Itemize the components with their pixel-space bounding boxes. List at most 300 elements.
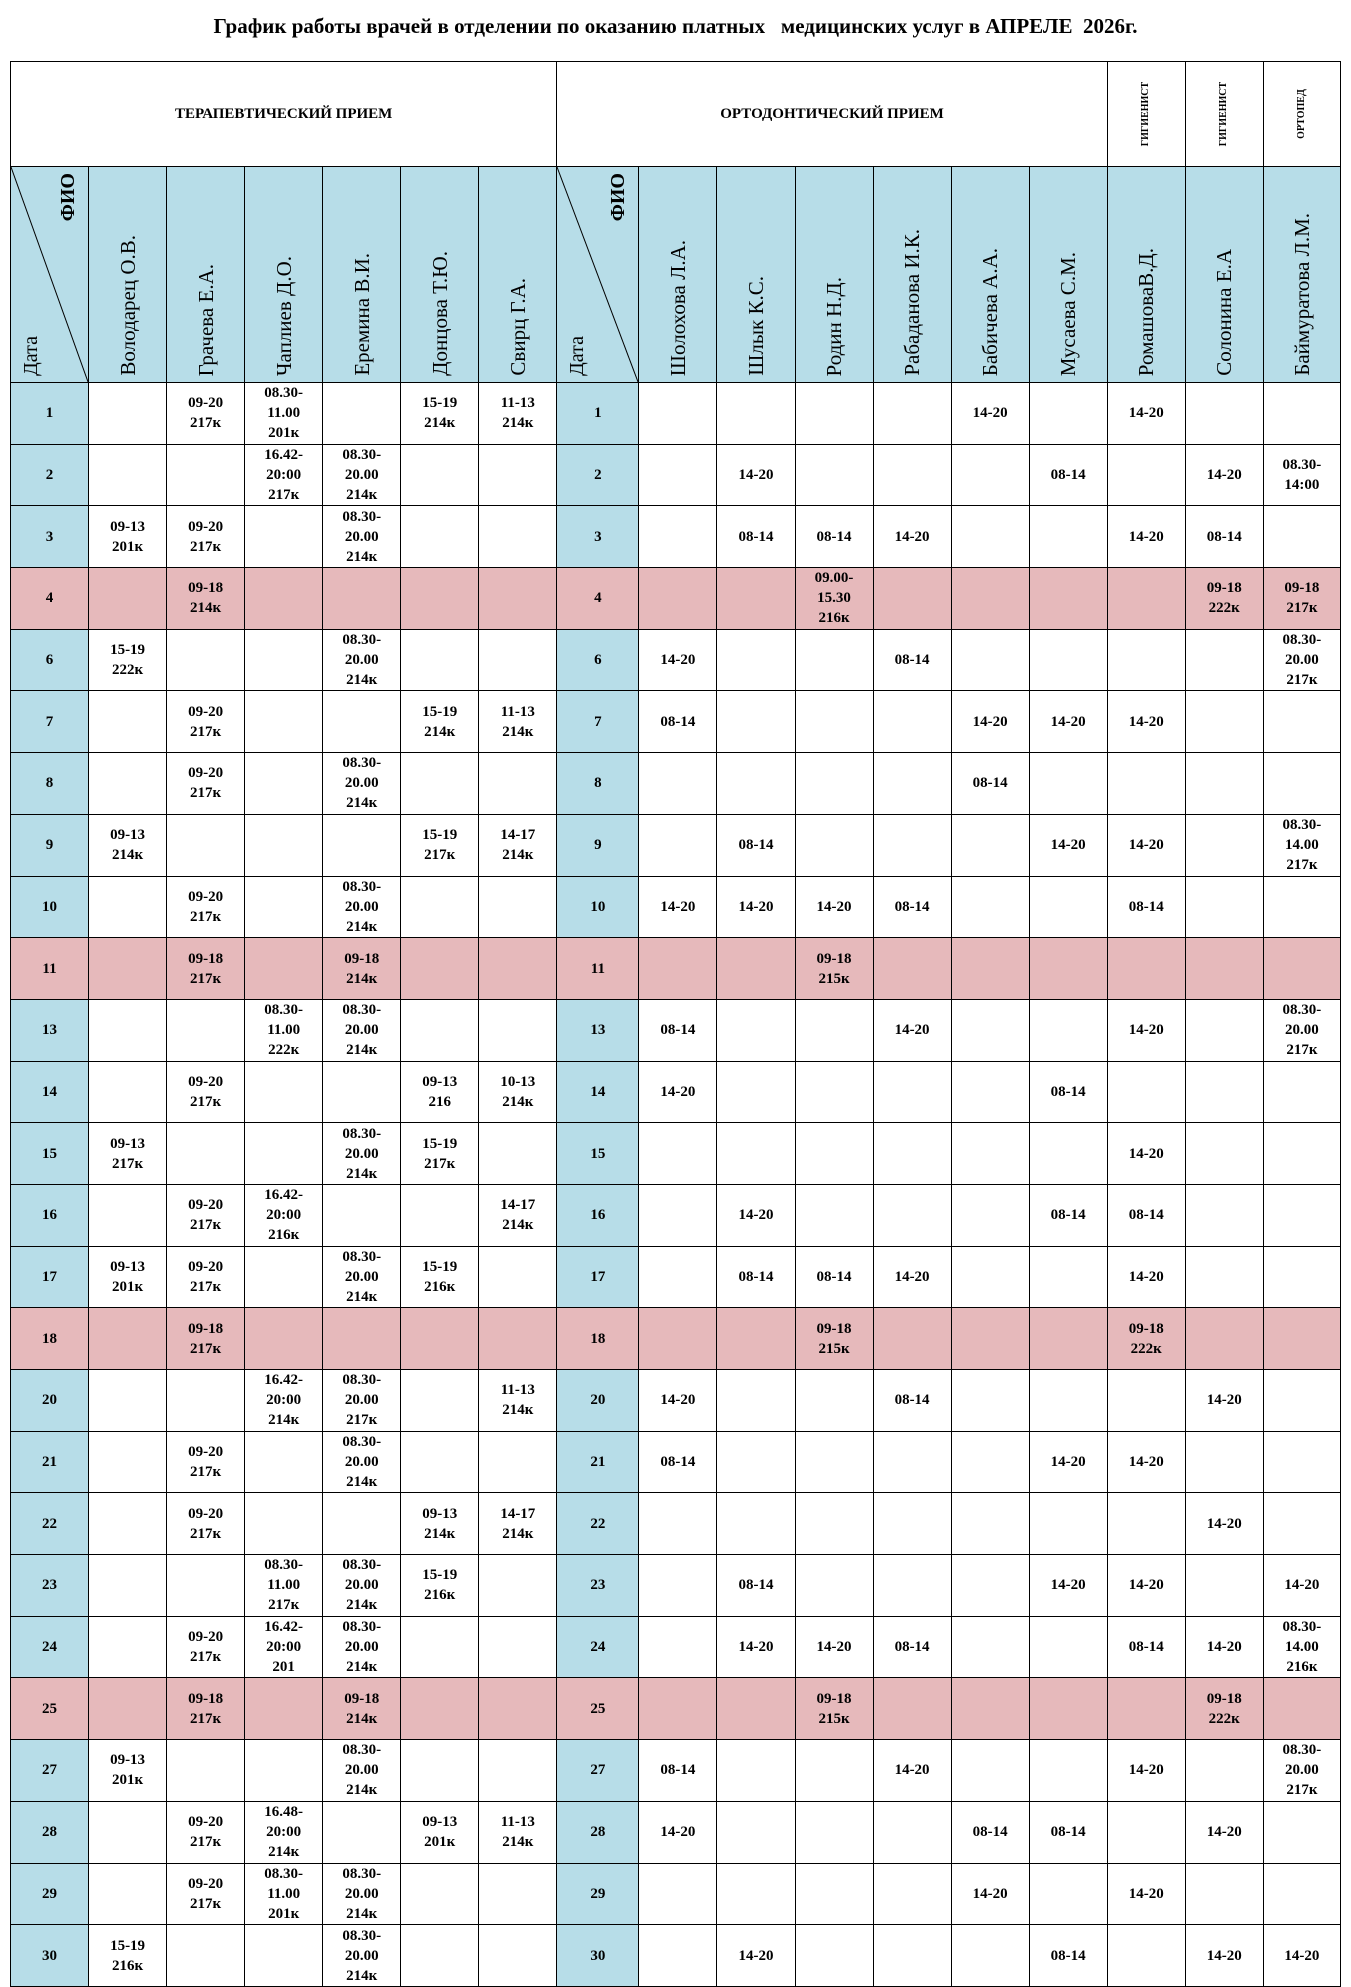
shift-cell <box>479 568 557 630</box>
shift-cell <box>717 1863 795 1925</box>
shift-cell <box>1029 1863 1107 1925</box>
date-cell: 18 <box>11 1308 89 1370</box>
shift-cell <box>245 506 323 568</box>
shift-cell <box>795 691 873 753</box>
schedule-row <box>11 1555 1341 1617</box>
shift-cell <box>1029 1616 1107 1678</box>
shift-cell: 08.30- 14:00 <box>1263 444 1340 506</box>
date-cell: 22 <box>11 1493 89 1555</box>
shift-cell: 14-20 <box>873 506 951 568</box>
shift-cell: 08.30- 20.00 214к <box>323 1555 401 1617</box>
shift-cell <box>167 629 245 691</box>
shift-cell: 08.30- 20.00 214к <box>323 1616 401 1678</box>
shift-cell <box>639 814 717 876</box>
date-cell: 8 <box>557 753 639 815</box>
shift-cell <box>89 1801 167 1863</box>
doctor-name: Еремина В.И. <box>349 253 374 376</box>
doctor-name: Рабаданова И.К. <box>900 229 925 376</box>
schedule-row <box>11 1061 1341 1123</box>
shift-cell <box>323 1801 401 1863</box>
shift-cell <box>951 1370 1029 1432</box>
shift-cell: 08.30- 20.00 217к <box>1263 1740 1340 1802</box>
date-cell: 24 <box>557 1616 639 1678</box>
shift-cell <box>479 1308 557 1370</box>
shift-cell: 11-13 214к <box>479 1370 557 1432</box>
shift-cell <box>795 444 873 506</box>
corner-header-right <box>557 167 639 383</box>
shift-cell <box>245 814 323 876</box>
doctor-name: Свирц Г.А. <box>505 278 530 376</box>
shift-cell <box>795 1184 873 1246</box>
shift-cell: 14-20 <box>1107 814 1185 876</box>
shift-cell: 14-20 <box>1185 1370 1263 1432</box>
shift-cell <box>873 1678 951 1740</box>
doctor-name: Донцова Т.Ю. <box>427 251 452 376</box>
shift-cell <box>1185 1431 1263 1493</box>
shift-cell <box>245 753 323 815</box>
schedule-row <box>11 1246 1341 1308</box>
shift-cell <box>479 629 557 691</box>
shift-cell: 14-20 <box>1107 1555 1185 1617</box>
shift-cell: 08-14 <box>873 629 951 691</box>
shift-cell <box>1107 444 1185 506</box>
shift-cell <box>639 1555 717 1617</box>
shift-cell: 08.30- 20.00 214к <box>323 629 401 691</box>
shift-cell: 08-14 <box>795 1246 873 1308</box>
doctor-names-row <box>11 167 1341 383</box>
shift-cell <box>951 1308 1029 1370</box>
shift-cell <box>89 1431 167 1493</box>
shift-cell: 14-20 <box>1107 1431 1185 1493</box>
schedule-row <box>11 999 1341 1061</box>
shift-cell: 09-20 217к <box>167 753 245 815</box>
corner-date-label: Дата <box>20 336 42 376</box>
shift-cell: 09-18 215к <box>795 938 873 1000</box>
shift-cell <box>323 1061 401 1123</box>
doctor-name: Мусаева С.М. <box>1056 251 1081 376</box>
section-hygienist-2 <box>1185 62 1263 167</box>
date-cell: 29 <box>557 1863 639 1925</box>
shift-cell <box>1029 999 1107 1061</box>
shift-cell <box>951 1061 1029 1123</box>
shift-cell: 14-20 <box>1107 1123 1185 1185</box>
schedule-row <box>11 1801 1341 1863</box>
shift-cell <box>401 938 479 1000</box>
shift-cell <box>951 629 1029 691</box>
shift-cell <box>89 1370 167 1432</box>
shift-cell: 14-17 214к <box>479 1493 557 1555</box>
shift-cell: 14-20 <box>1185 444 1263 506</box>
shift-cell <box>89 1555 167 1617</box>
shift-cell <box>1029 1740 1107 1802</box>
shift-cell: 14-20 <box>1029 1555 1107 1617</box>
shift-cell <box>639 1123 717 1185</box>
shift-cell <box>1107 568 1185 630</box>
shift-cell <box>323 691 401 753</box>
corner-fio-label: ФИО <box>607 173 630 222</box>
shift-cell <box>1185 814 1263 876</box>
shift-cell: 09-18 217к <box>167 1678 245 1740</box>
shift-cell: 11-13 214к <box>479 383 557 445</box>
shift-cell <box>89 1061 167 1123</box>
shift-cell <box>1107 753 1185 815</box>
shift-cell <box>951 1925 1029 1987</box>
doctor-name: Шлык К.С. <box>743 276 768 376</box>
schedule-row <box>11 753 1341 815</box>
doctor-name-cell <box>245 167 323 383</box>
shift-cell <box>1263 1308 1340 1370</box>
schedule-row <box>11 1925 1341 1987</box>
shift-cell <box>795 1370 873 1432</box>
date-cell: 7 <box>11 691 89 753</box>
shift-cell <box>479 938 557 1000</box>
shift-cell <box>1263 1863 1340 1925</box>
shift-cell <box>401 753 479 815</box>
shift-cell: 11-13 214к <box>479 691 557 753</box>
shift-cell: 14-20 <box>717 1925 795 1987</box>
shift-cell <box>479 1123 557 1185</box>
shift-cell <box>717 1431 795 1493</box>
shift-cell <box>479 1616 557 1678</box>
shift-cell: 08-14 <box>1107 876 1185 938</box>
shift-cell <box>245 938 323 1000</box>
date-cell: 20 <box>557 1370 639 1432</box>
shift-cell: 09-13 201к <box>89 1246 167 1308</box>
shift-cell <box>167 1925 245 1987</box>
section-hygienist-1-label: ГИГИЕНИСТ <box>1140 81 1152 147</box>
shift-cell: 09-20 217к <box>167 876 245 938</box>
schedule-row <box>11 444 1341 506</box>
shift-cell <box>401 444 479 506</box>
doctor-name-cell <box>401 167 479 383</box>
shift-cell <box>245 1061 323 1123</box>
shift-cell: 09-20 217к <box>167 1493 245 1555</box>
shift-cell <box>717 1370 795 1432</box>
shift-cell <box>717 1678 795 1740</box>
shift-cell <box>717 1061 795 1123</box>
shift-cell <box>1185 938 1263 1000</box>
shift-cell: 14-20 <box>639 1370 717 1432</box>
section-hygienist-1 <box>1107 62 1185 167</box>
shift-cell: 09-18 215к <box>795 1678 873 1740</box>
doctor-name: Володарец О.В. <box>115 235 140 376</box>
shift-cell <box>873 1925 951 1987</box>
date-cell: 29 <box>11 1863 89 1925</box>
doctor-name: Родин Н.Д. <box>822 276 847 376</box>
shift-cell <box>167 1370 245 1432</box>
doctor-name: РомашоваВ.Д. <box>1134 247 1159 376</box>
date-cell: 25 <box>557 1678 639 1740</box>
date-cell: 23 <box>11 1555 89 1617</box>
shift-cell <box>951 568 1029 630</box>
shift-cell <box>1029 753 1107 815</box>
shift-cell <box>639 1863 717 1925</box>
shift-cell: 16.48- 20:00 214к <box>245 1801 323 1863</box>
shift-cell <box>1029 1246 1107 1308</box>
shift-cell: 09-18 222к <box>1185 1678 1263 1740</box>
shift-cell <box>717 383 795 445</box>
shift-cell <box>323 1308 401 1370</box>
shift-cell <box>167 1123 245 1185</box>
shift-cell: 08.30- 14.00 216к <box>1263 1616 1340 1678</box>
shift-cell <box>873 1061 951 1123</box>
shift-cell: 08.30- 20.00 214к <box>323 1246 401 1308</box>
shift-cell <box>639 383 717 445</box>
shift-cell <box>1185 1061 1263 1123</box>
date-cell: 27 <box>11 1740 89 1802</box>
shift-cell <box>951 1493 1029 1555</box>
shift-cell <box>951 1740 1029 1802</box>
shift-cell: 08.30- 20.00 214к <box>323 753 401 815</box>
shift-cell <box>167 1740 245 1802</box>
shift-cell <box>89 1678 167 1740</box>
shift-cell <box>1263 1678 1340 1740</box>
shift-cell <box>323 1184 401 1246</box>
shift-cell <box>1263 1184 1340 1246</box>
shift-cell <box>245 629 323 691</box>
shift-cell <box>951 1184 1029 1246</box>
schedule-row <box>11 1123 1341 1185</box>
shift-cell <box>1029 938 1107 1000</box>
shift-cell <box>401 1925 479 1987</box>
shift-cell: 14-20 <box>639 1061 717 1123</box>
date-cell: 3 <box>11 506 89 568</box>
shift-cell <box>1029 1370 1107 1432</box>
shift-cell: 14-20 <box>717 876 795 938</box>
shift-cell: 09-20 217к <box>167 1184 245 1246</box>
shift-cell: 14-20 <box>1185 1801 1263 1863</box>
shift-cell <box>245 1740 323 1802</box>
shift-cell <box>951 876 1029 938</box>
shift-cell: 14-17 214к <box>479 1184 557 1246</box>
corner-fio-label: ФИО <box>57 173 80 222</box>
shift-cell <box>323 1493 401 1555</box>
shift-cell <box>717 999 795 1061</box>
shift-cell: 09-13 214к <box>89 814 167 876</box>
shift-cell <box>1107 1370 1185 1432</box>
shift-cell <box>401 629 479 691</box>
section-orthodontic: ОРТОДОНТИЧЕСКИЙ ПРИЕМ <box>557 62 1107 167</box>
doctor-name-cell <box>1185 167 1263 383</box>
shift-cell <box>1263 1123 1340 1185</box>
corner-header-left <box>11 167 89 383</box>
shift-cell <box>951 814 1029 876</box>
date-cell: 7 <box>557 691 639 753</box>
shift-cell: 09-18 217к <box>1263 568 1340 630</box>
date-cell: 9 <box>557 814 639 876</box>
shift-cell: 09-13 201к <box>401 1801 479 1863</box>
shift-cell: 09-18 222к <box>1185 568 1263 630</box>
shift-cell <box>717 1308 795 1370</box>
shift-cell <box>639 1493 717 1555</box>
shift-cell: 16.42- 20:00 217к <box>245 444 323 506</box>
date-cell: 20 <box>11 1370 89 1432</box>
date-cell: 14 <box>11 1061 89 1123</box>
doctor-name-cell <box>639 167 717 383</box>
shift-cell: 08.30- 20.00 214к <box>323 1740 401 1802</box>
section-header-row <box>11 62 1341 167</box>
shift-cell: 08-14 <box>717 1246 795 1308</box>
shift-cell: 09-18 217к <box>167 1308 245 1370</box>
shift-cell: 09-18 222к <box>1107 1308 1185 1370</box>
shift-cell: 09-13 217к <box>89 1123 167 1185</box>
shift-cell <box>245 876 323 938</box>
date-cell: 17 <box>11 1246 89 1308</box>
shift-cell <box>951 506 1029 568</box>
date-cell: 2 <box>557 444 639 506</box>
shift-cell <box>401 1184 479 1246</box>
shift-cell <box>1107 938 1185 1000</box>
shift-cell: 14-20 <box>1107 1740 1185 1802</box>
shift-cell <box>89 1493 167 1555</box>
shift-cell: 15-19 222к <box>89 629 167 691</box>
date-cell: 8 <box>11 753 89 815</box>
shift-cell <box>873 1555 951 1617</box>
shift-cell <box>401 506 479 568</box>
shift-cell <box>479 1555 557 1617</box>
date-cell: 6 <box>557 629 639 691</box>
shift-cell <box>479 506 557 568</box>
date-cell: 16 <box>557 1184 639 1246</box>
shift-cell: 14-20 <box>717 444 795 506</box>
shift-cell: 08-14 <box>717 1555 795 1617</box>
schedule-body <box>11 383 1341 1987</box>
shift-cell <box>873 753 951 815</box>
section-hygienist-2-label: ГИГИЕНИСТ <box>1218 81 1230 147</box>
shift-cell <box>717 1123 795 1185</box>
shift-cell <box>717 568 795 630</box>
shift-cell: 08-14 <box>1107 1616 1185 1678</box>
shift-cell: 08.30- 20.00 214к <box>323 1925 401 1987</box>
shift-cell <box>639 1246 717 1308</box>
shift-cell: 09-18 214к <box>167 568 245 630</box>
schedule-row <box>11 1184 1341 1246</box>
shift-cell: 08.30- 11.00 217к <box>245 1555 323 1617</box>
shift-cell <box>401 1370 479 1432</box>
doctor-name-cell <box>479 167 557 383</box>
shift-cell: 14-20 <box>639 1801 717 1863</box>
shift-cell <box>89 999 167 1061</box>
shift-cell <box>1185 691 1263 753</box>
schedule-row <box>11 876 1341 938</box>
shift-cell <box>1029 1493 1107 1555</box>
shift-cell: 14-20 <box>1029 814 1107 876</box>
shift-cell <box>89 383 167 445</box>
doctor-name: Шолохова Л.А. <box>665 239 690 376</box>
shift-cell: 14-20 <box>951 1863 1029 1925</box>
shift-cell: 09-20 217к <box>167 1863 245 1925</box>
shift-cell: 08-14 <box>639 999 717 1061</box>
shift-cell <box>795 1801 873 1863</box>
shift-cell: 09-13 201к <box>89 1740 167 1802</box>
shift-cell: 08.30- 20.00 217к <box>1263 629 1340 691</box>
shift-cell <box>401 1740 479 1802</box>
shift-cell: 08.30- 20.00 214к <box>323 876 401 938</box>
shift-cell <box>1185 753 1263 815</box>
shift-cell <box>89 753 167 815</box>
shift-cell <box>1029 629 1107 691</box>
shift-cell <box>873 814 951 876</box>
shift-cell <box>639 568 717 630</box>
shift-cell <box>951 444 1029 506</box>
shift-cell <box>717 629 795 691</box>
shift-cell <box>1107 1801 1185 1863</box>
shift-cell: 08.30- 20.00 214к <box>323 1431 401 1493</box>
shift-cell <box>873 1431 951 1493</box>
shift-cell: 16.42- 20:00 216к <box>245 1184 323 1246</box>
shift-cell <box>1107 1678 1185 1740</box>
shift-cell: 09-20 217к <box>167 383 245 445</box>
shift-cell <box>479 1246 557 1308</box>
shift-cell <box>401 1308 479 1370</box>
shift-cell <box>1263 506 1340 568</box>
shift-cell: 14-20 <box>639 876 717 938</box>
shift-cell <box>1263 691 1340 753</box>
shift-cell: 14-20 <box>873 1246 951 1308</box>
shift-cell <box>479 1740 557 1802</box>
shift-cell: 15-19 217к <box>401 1123 479 1185</box>
shift-cell <box>873 1184 951 1246</box>
shift-cell: 14-20 <box>1107 691 1185 753</box>
shift-cell: 10-13 214к <box>479 1061 557 1123</box>
shift-cell: 08.30- 20.00 214к <box>323 999 401 1061</box>
shift-cell <box>795 1863 873 1925</box>
shift-cell <box>639 938 717 1000</box>
date-cell: 11 <box>557 938 639 1000</box>
date-cell: 27 <box>557 1740 639 1802</box>
shift-cell: 14-20 <box>1107 506 1185 568</box>
shift-cell: 14-20 <box>639 629 717 691</box>
shift-cell: 14-20 <box>873 999 951 1061</box>
shift-cell <box>401 1616 479 1678</box>
doctor-name-cell <box>89 167 167 383</box>
schedule-row <box>11 506 1341 568</box>
shift-cell <box>1185 1184 1263 1246</box>
schedule-row <box>11 691 1341 753</box>
shift-cell <box>1185 1246 1263 1308</box>
date-cell: 24 <box>11 1616 89 1678</box>
schedule-row <box>11 814 1341 876</box>
shift-cell <box>717 691 795 753</box>
shift-cell: 08-14 <box>1107 1184 1185 1246</box>
doctor-name-cell <box>873 167 951 383</box>
shift-cell <box>1029 1308 1107 1370</box>
date-cell: 22 <box>557 1493 639 1555</box>
date-cell: 1 <box>11 383 89 445</box>
shift-cell <box>873 1801 951 1863</box>
shift-cell: 08.30- 20.00 214к <box>323 1863 401 1925</box>
shift-cell: 08-14 <box>795 506 873 568</box>
date-cell: 15 <box>11 1123 89 1185</box>
shift-cell: 14-20 <box>1185 1493 1263 1555</box>
schedule-row <box>11 1616 1341 1678</box>
shift-cell: 08.30- 11.00 201к <box>245 1863 323 1925</box>
shift-cell <box>1185 1740 1263 1802</box>
shift-cell <box>479 876 557 938</box>
shift-cell <box>401 1678 479 1740</box>
shift-cell <box>323 568 401 630</box>
shift-cell: 09-20 217к <box>167 1616 245 1678</box>
doctor-name: Грачева Е.А. <box>193 263 218 376</box>
date-cell: 10 <box>11 876 89 938</box>
shift-cell <box>1185 1863 1263 1925</box>
shift-cell: 08-14 <box>1029 1184 1107 1246</box>
schedule-row <box>11 629 1341 691</box>
shift-cell: 08.30- 20.00 214к <box>323 1123 401 1185</box>
doctor-name: Баймуратова Л.М. <box>1289 213 1314 376</box>
shift-cell <box>89 1863 167 1925</box>
shift-cell <box>89 1616 167 1678</box>
